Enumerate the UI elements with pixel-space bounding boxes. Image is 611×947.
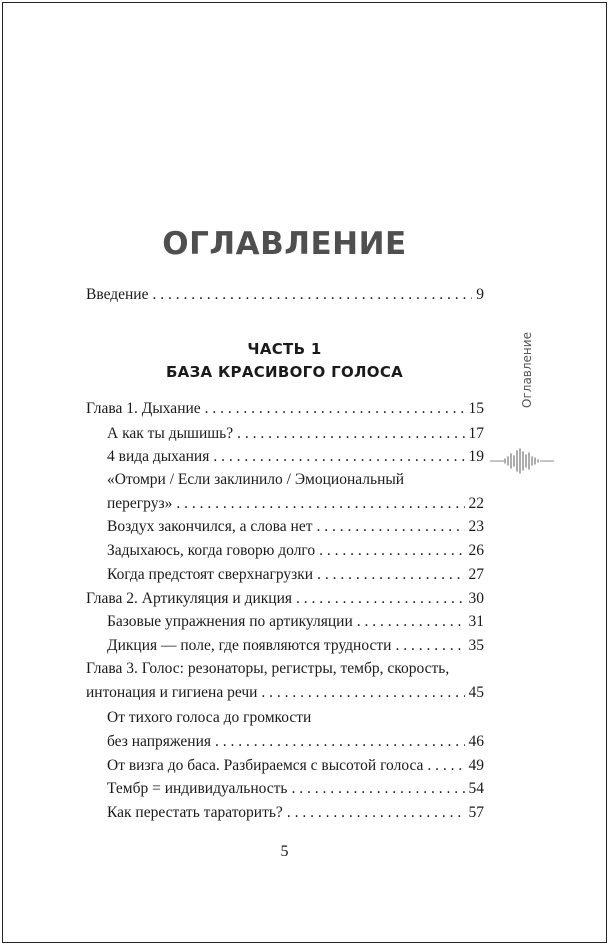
page-title: ОГЛАВЛЕНИЕ: [162, 226, 407, 262]
toc-entry-page: 27: [468, 566, 484, 583]
toc-entry-label: Глава 1. Дыхание: [86, 400, 201, 417]
toc-entry-label: Дикция — поле, где появляются трудности: [107, 637, 392, 654]
toc-entry-label: Глава 2. Артикуляция и дикция: [86, 590, 293, 607]
toc-section[interactable]: [107, 802, 484, 824]
toc-leader-dots: [313, 516, 465, 538]
toc-entry-page: 30: [468, 590, 484, 607]
toc-chapter-1[interactable]: [86, 398, 484, 420]
toc-entry-label: без напряжения: [107, 733, 211, 750]
toc-entry-label: Задыхаюсь, когда говорю долго: [107, 542, 316, 559]
toc-chapter-3[interactable]: [86, 682, 484, 704]
toc-section-line1[interactable]: От тихого голоса до громкости: [107, 709, 312, 726]
page-number: 5: [280, 843, 289, 860]
toc-entry-page: 57: [468, 804, 484, 821]
toc-entry-page: 45: [468, 684, 484, 701]
toc-section-line1[interactable]: «Отомри / Если заклинило / Эмоциональный: [107, 471, 405, 488]
toc-section[interactable]: [107, 635, 484, 657]
toc-entry-intro[interactable]: [86, 284, 484, 306]
toc-entry-label: Когда предстоят сверхнагрузки: [107, 566, 314, 583]
toc-entry-label: Воздух закончился, а слова нет: [107, 518, 313, 535]
toc-leader-dots: [423, 755, 464, 777]
toc-section[interactable]: [107, 446, 484, 468]
toc-leader-dots: [283, 802, 465, 824]
toc-section[interactable]: [107, 755, 484, 777]
side-running-header: [516, 320, 538, 420]
toc-leader-dots: [257, 682, 464, 704]
sound-wave-icon: [490, 448, 554, 474]
toc-section[interactable]: [107, 540, 484, 562]
toc-entry-page: 15: [468, 400, 484, 417]
toc-section[interactable]: [107, 516, 484, 538]
toc-entry-page: 23: [468, 518, 484, 535]
toc-leader-dots: [211, 731, 465, 753]
part-number: ЧАСТЬ 1: [247, 340, 322, 358]
toc-entry-label: перегруз»: [107, 495, 173, 512]
toc-chapter-3-line1[interactable]: Глава 3. Голос: резонаторы, регистры, тембр, скорость,: [86, 660, 450, 677]
toc-leader-dots: [201, 398, 465, 420]
toc-leader-dots: [233, 423, 464, 445]
toc-leader-dots: [292, 588, 464, 610]
toc-entry-label: Базовые упражнения по артикуляции: [107, 613, 353, 630]
toc-entry-label: От визга до баса. Разбираемся с высотой голоса: [107, 757, 424, 774]
toc-entry-label: Как перестать тараторить?: [107, 804, 283, 821]
toc-leader-dots: [353, 611, 465, 633]
toc-section[interactable]: [107, 564, 484, 586]
toc-entry-label: Введение: [86, 286, 149, 303]
part-title: БАЗА КРАСИВОГО ГОЛОСА: [165, 363, 404, 381]
toc-section[interactable]: [107, 778, 484, 800]
toc-entry-label: Тембр = индивидуальность: [107, 780, 288, 797]
toc-section[interactable]: [107, 423, 484, 445]
toc-entry-label: А как ты дышишь?: [107, 425, 234, 442]
toc-leader-dots: [148, 284, 472, 306]
toc-section[interactable]: [107, 731, 484, 753]
toc-entry-page: 9: [476, 286, 484, 303]
toc-leader-dots: [172, 493, 464, 515]
toc-leader-dots: [313, 564, 464, 586]
toc-entry-page: 54: [468, 780, 484, 797]
toc-leader-dots: [209, 446, 464, 468]
toc-entry-page: 17: [468, 425, 484, 442]
toc-chapter-2[interactable]: [86, 588, 484, 610]
toc-entry-label: 4 вида дыхания: [107, 448, 210, 465]
toc-entry-label: интонация и гигиена речи: [86, 684, 258, 701]
toc-leader-dots: [391, 635, 464, 657]
toc-entry-page: 46: [468, 733, 484, 750]
toc-entry-page: 26: [468, 542, 484, 559]
toc-leader-dots: [315, 540, 464, 562]
side-label-text: Оглавление: [520, 332, 534, 408]
toc-entry-page: 31: [468, 613, 484, 630]
toc-entry-page: 35: [468, 637, 484, 654]
toc-entry-page: 49: [468, 757, 484, 774]
toc-leader-dots: [287, 778, 464, 800]
toc-section[interactable]: [107, 611, 484, 633]
toc-entry-page: 22: [468, 495, 484, 512]
toc-section[interactable]: [107, 493, 484, 515]
toc-entry-page: 19: [468, 448, 484, 465]
